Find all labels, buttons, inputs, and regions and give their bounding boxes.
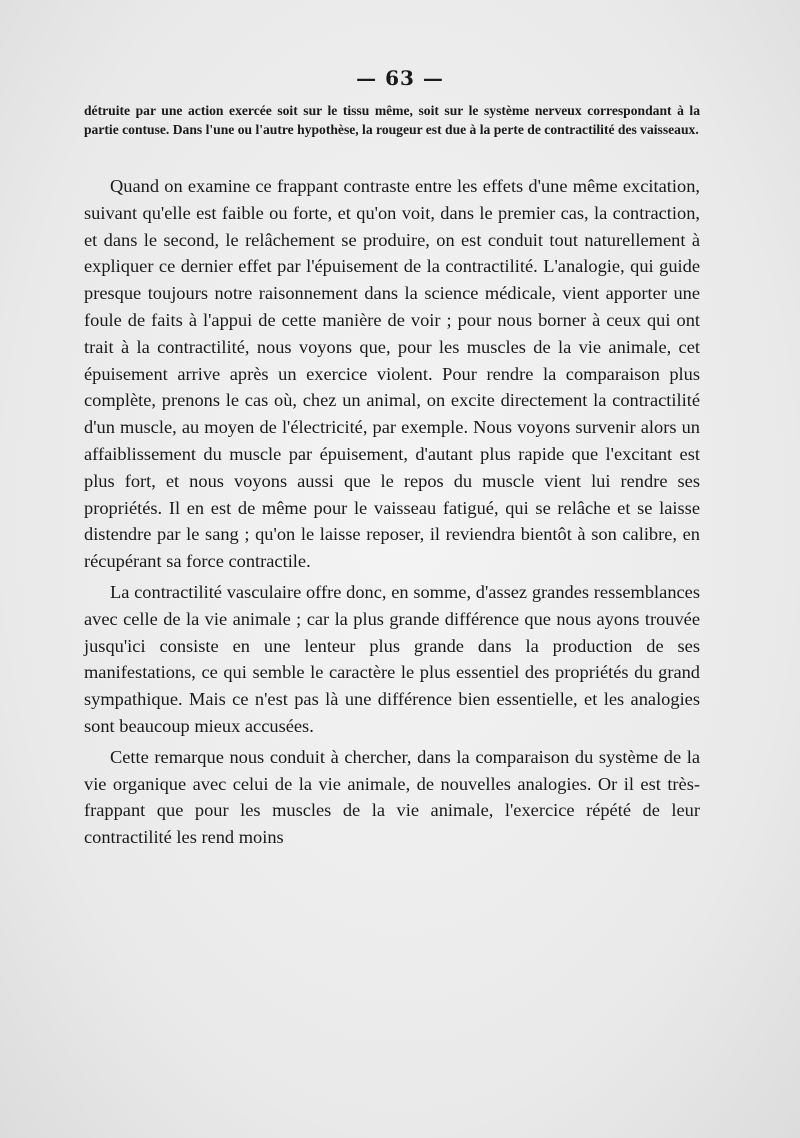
paragraph-la-contractilite: La contractilité vasculaire offre donc, en somme, d'assez grandes ressemblances avec celle de la vie animale ; car la plus grande différence que nous ayons trouvée jusqu'ici consiste en une lenteur plus grande dans la production de ses manifestations, ce qui semble le caractère le plus essentiel des propriétés du grand sympathique. Mais ce n'est pas là une différence bien essentielle, et les analogies sont beaucoup mieux accusées. bbox=[84, 581, 700, 736]
body-text bbox=[84, 101, 700, 851]
paragraph-cette-remarque: Cette remarque nous conduit à chercher, dans la comparaison du système de la vie organique avec celui de la vie animale, de nouvelles analogies. Or il est très-frappant que pour les muscles de la vie animale, l'exercice répété de leur contractilité les rend moins bbox=[84, 746, 700, 848]
paragraph-intro: détruite par une action exercée soit sur le tissu même, soit sur le système nerveux correspondant à la partie contuse. Dans l'une ou l'autre hypothèse, la rougeur est due à la perte de contractilité des vaisseaux. bbox=[84, 103, 700, 137]
page-number: — 63 — bbox=[356, 66, 444, 90]
paragraph-quand-on-examine: Quand on examine ce frappant contraste entre les effets d'une même excitation, suivant qu'elle est faible ou forte, et qu'on voit, dans le premier cas, la contraction, et dans le second, le relâchement se produire, on est conduit tout naturellement à expliquer ce dernier effet par l'épuisement de la contractilité. L'analogie, qui guide presque toujours notre raisonnement dans la science médicale, vient apporter une foule de faits à l'appui de cette manière de voir ; pour nous borner à ceux qui ont trait à la contractilité, nous voyons que, pour les muscles de la vie animale, cet épuisement arrive après un exercice violent. Pour rendre la comparaison plus complète, prenons le cas où, chez un animal, on excite directement la contractilité d'un muscle, au moyen de l'électricité, par exemple. Nous voyons survenir alors un affaiblissement du muscle par épuisement, d'autant plus rapide que l'excitant est plus fort, et nous voyons aussi que le repos du muscle vient lui rendre ses propriétés. Il en est de même pour le vaisseau fatigué, qui se relâche et se laisse distendre par le sang ; qu'on le laisse reposer, il reviendra bientôt à son calibre, en récupérant sa force contractile. bbox=[84, 176, 700, 572]
